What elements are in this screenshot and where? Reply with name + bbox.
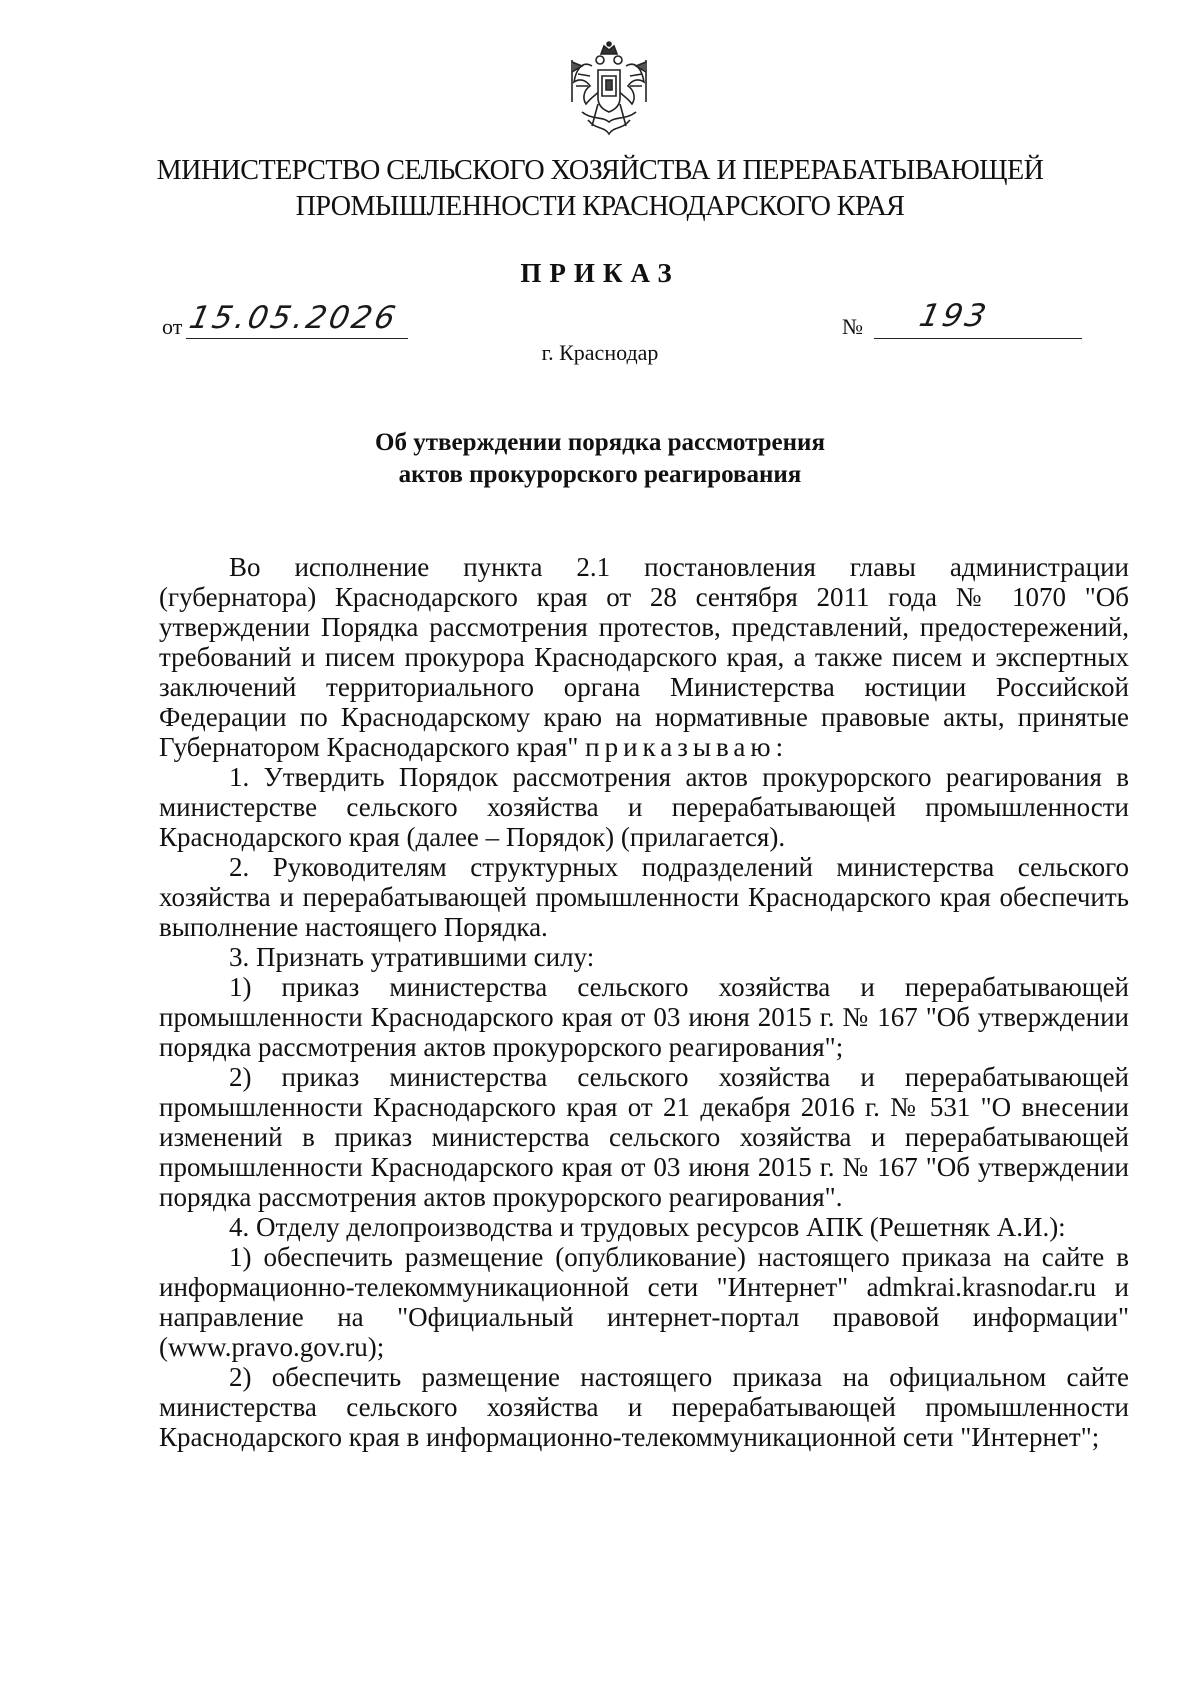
ministry-name [115,152,1085,224]
order-word: приказываю: [585,732,789,762]
preamble-text: Во исполнение пункта 2.1 постановления главы администрации (губернатора) Краснодарского края от 28 сентября 2011 года № 1070 "Об утверждении Порядка рассмотрения протестов, представлений, предостережений, требований и писем прокурора Краснодарского края, а также писем и экспертных заключений территориального органа Министерства юстиции Российской Федерации по Краснодарскому краю на нормативные правовые акты, принятые Губернатором Краснодарского края" [159,552,1129,762]
document-type: ПРИКАЗ [520,258,680,288]
item-4-1: 1) обеспечить размещение (опубликование) настоящего приказа на сайте в информационно-телекоммуникационной сети "Интернет" admkrai.krasnodar.ru и направление на "Официальный интернет-портал правовой информации" (www.pravo.gov.ru); [159,1242,1129,1362]
subject-line-2: актов прокурорского реагирования [398,461,802,488]
ministry-line-1: МИНИСТЕРСТВО СЕЛЬСКОГО ХОЗЯЙСТВА И ПЕРЕРАБАТЫВАЮЩЕЙ [156,154,1044,186]
document-number: 193 [916,298,992,334]
item-2: 2. Руководителям структурных подразделений министерства сельского хозяйства и перерабатывающей промышленности Краснодарского края обеспечить выполнение настоящего Порядка. [159,852,1129,942]
number-underline [874,338,1082,339]
city: г. Краснодар [541,340,659,365]
item-3-1: 1) приказ министерства сельского хозяйства и перерабатывающей промышленности Краснодарского края от 03 июня 2015 г. № 167 "Об утверждении порядка рассмотрения актов прокурорского реагирования"; [159,972,1129,1062]
document-body [159,552,1129,1452]
item-4: 4. Отделу делопроизводства и трудовых ресурсов АПК (Решетняк А.И.): [229,1212,1066,1242]
document-date: 15.05.2026 [186,300,402,336]
coat-of-arms-icon [568,40,650,140]
item-3-2: 2) приказ министерства сельского хозяйства и перерабатывающей промышленности Краснодарского края от 21 декабря 2016 г. № 531 "О внесении изменений в приказ министерства сельского хозяйства и перерабатывающей промышленности Краснодарского края от 03 июня 2015 г. № 167 "Об утверждении порядка рассмотрения актов прокурорского реагирования". [159,1062,1129,1212]
date-prefix: от [162,314,183,339]
preamble-paragraph [159,552,1129,762]
document-subject [0,427,1200,491]
ministry-line-2: ПРОМЫШЛЕННОСТИ КРАСНОДАРСКОГО КРАЯ [295,190,905,222]
item-1: 1. Утвердить Порядок рассмотрения актов прокурорского реагирования в министерстве сельского хозяйства и перерабатывающей промышленности Краснодарского края (далее – Порядок) (прилагается). [159,762,1129,852]
number-prefix: № [842,314,863,339]
item-4-2: 2) обеспечить размещение настоящего приказа на официальном сайте министерства сельского хозяйства и перерабатывающей промышленности Краснодарского края в информационно-телекоммуникационной сети "Интернет"; [159,1362,1129,1452]
item-3: 3. Признать утратившими силу: [229,942,595,972]
date-underline [186,338,408,339]
subject-line-1: Об утверждении порядка рассмотрения [375,429,825,456]
